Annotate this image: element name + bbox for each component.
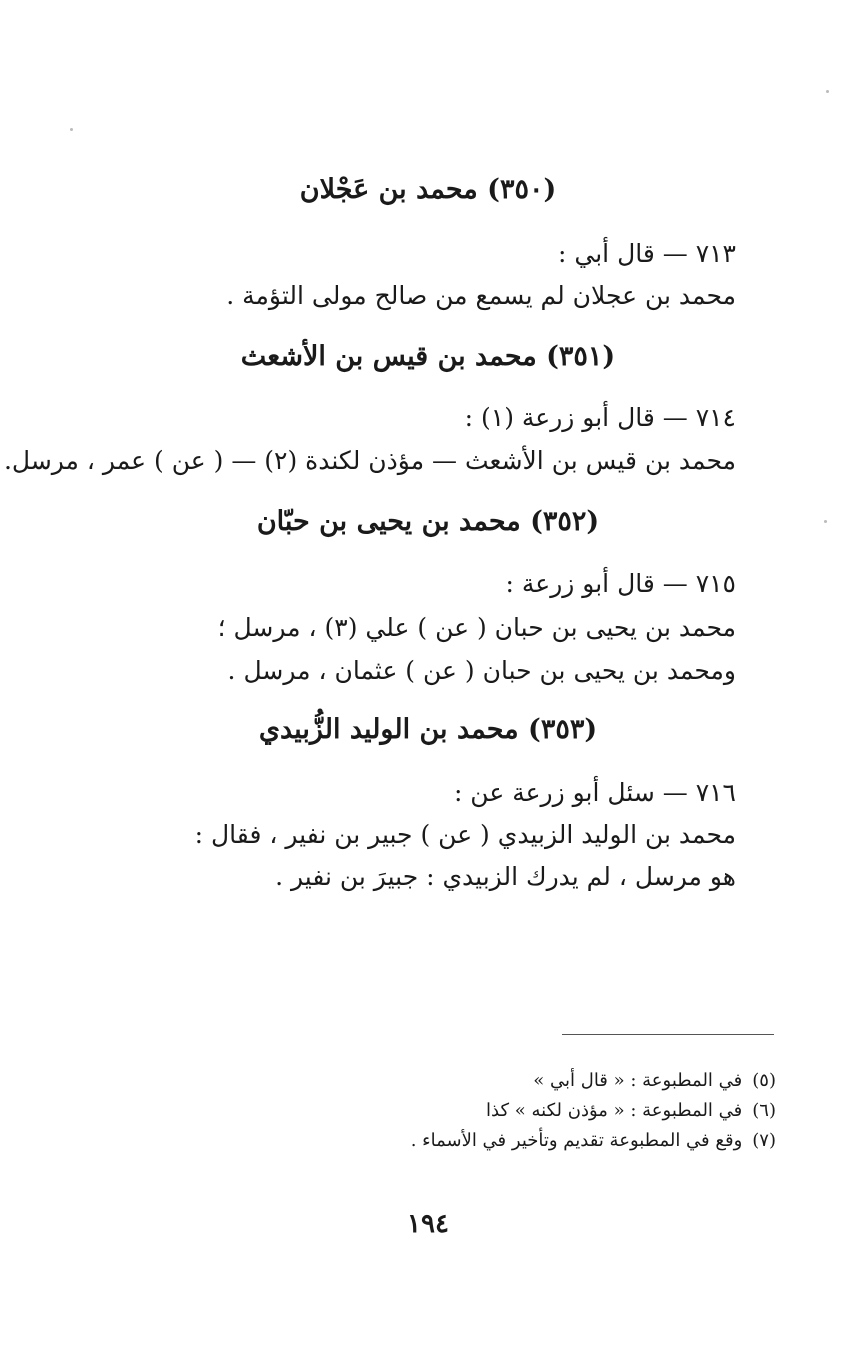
footnote: [200, 1067, 776, 1095]
scan-speck: [824, 520, 827, 523]
section-heading: (٣٥٠) محمد بن عَجْلان: [299, 174, 557, 205]
entry-text-line: محمد بن يحيى بن حبان ( عن ) علي (٣) ، مرسل ؛: [217, 613, 736, 642]
section-heading: (٣٥١) محمد بن قيس بن الأشعث: [240, 341, 616, 372]
entry-text-line: محمد بن عجلان لم يسمع من صالح مولى التؤمة .: [226, 281, 736, 310]
footnote-number: (٥): [752, 1070, 776, 1091]
entry-text-line: ومحمد بن يحيى بن حبان ( عن ) عثمان ، مرسل .: [227, 656, 736, 685]
footnote-separator: [562, 1034, 774, 1035]
footnote: [200, 1097, 776, 1125]
entry-text-line: هو مرسل ، لم يدرك الزبيدي : جبيرَ بن نفير .: [275, 862, 736, 891]
entry-number-line: ٧١٤ — قال أبو زرعة (١) :: [464, 403, 736, 432]
footnote-text: في المطبوعة : « قال أبي »: [533, 1070, 743, 1091]
entry-text-line: محمد بن الوليد الزبيدي ( عن ) جبير بن نفير ، فقال :: [194, 820, 736, 849]
footnote-number: (٧): [752, 1130, 776, 1151]
entry-number-line: ٧١٥ — قال أبو زرعة :: [505, 569, 736, 598]
entry-text-line: محمد بن قيس بن الأشعث — مؤذن لكندة (٢) — ( عن ) عمر ، مرسل.: [3, 446, 736, 475]
footnote-text: وقع في المطبوعة تقديم وتأخير في الأسماء .: [410, 1130, 743, 1151]
footnote-number: (٦): [752, 1100, 776, 1121]
scan-speck: [826, 90, 829, 93]
entry-number-line: ٧١٣ — قال أبي :: [558, 239, 736, 268]
footnote: [200, 1127, 776, 1155]
page-number: ١٩٤: [407, 1209, 449, 1239]
scan-speck: [70, 128, 73, 131]
footnote-text: في المطبوعة : « مؤذن لكنه » كذا: [486, 1100, 743, 1121]
section-heading: (٣٥٢) محمد بن يحيى بن حبّان: [256, 506, 600, 537]
entry-number-line: ٧١٦ — سئل أبو زرعة عن :: [453, 778, 736, 807]
section-heading: (٣٥٣) محمد بن الوليد الزُّبيدي: [258, 714, 598, 745]
